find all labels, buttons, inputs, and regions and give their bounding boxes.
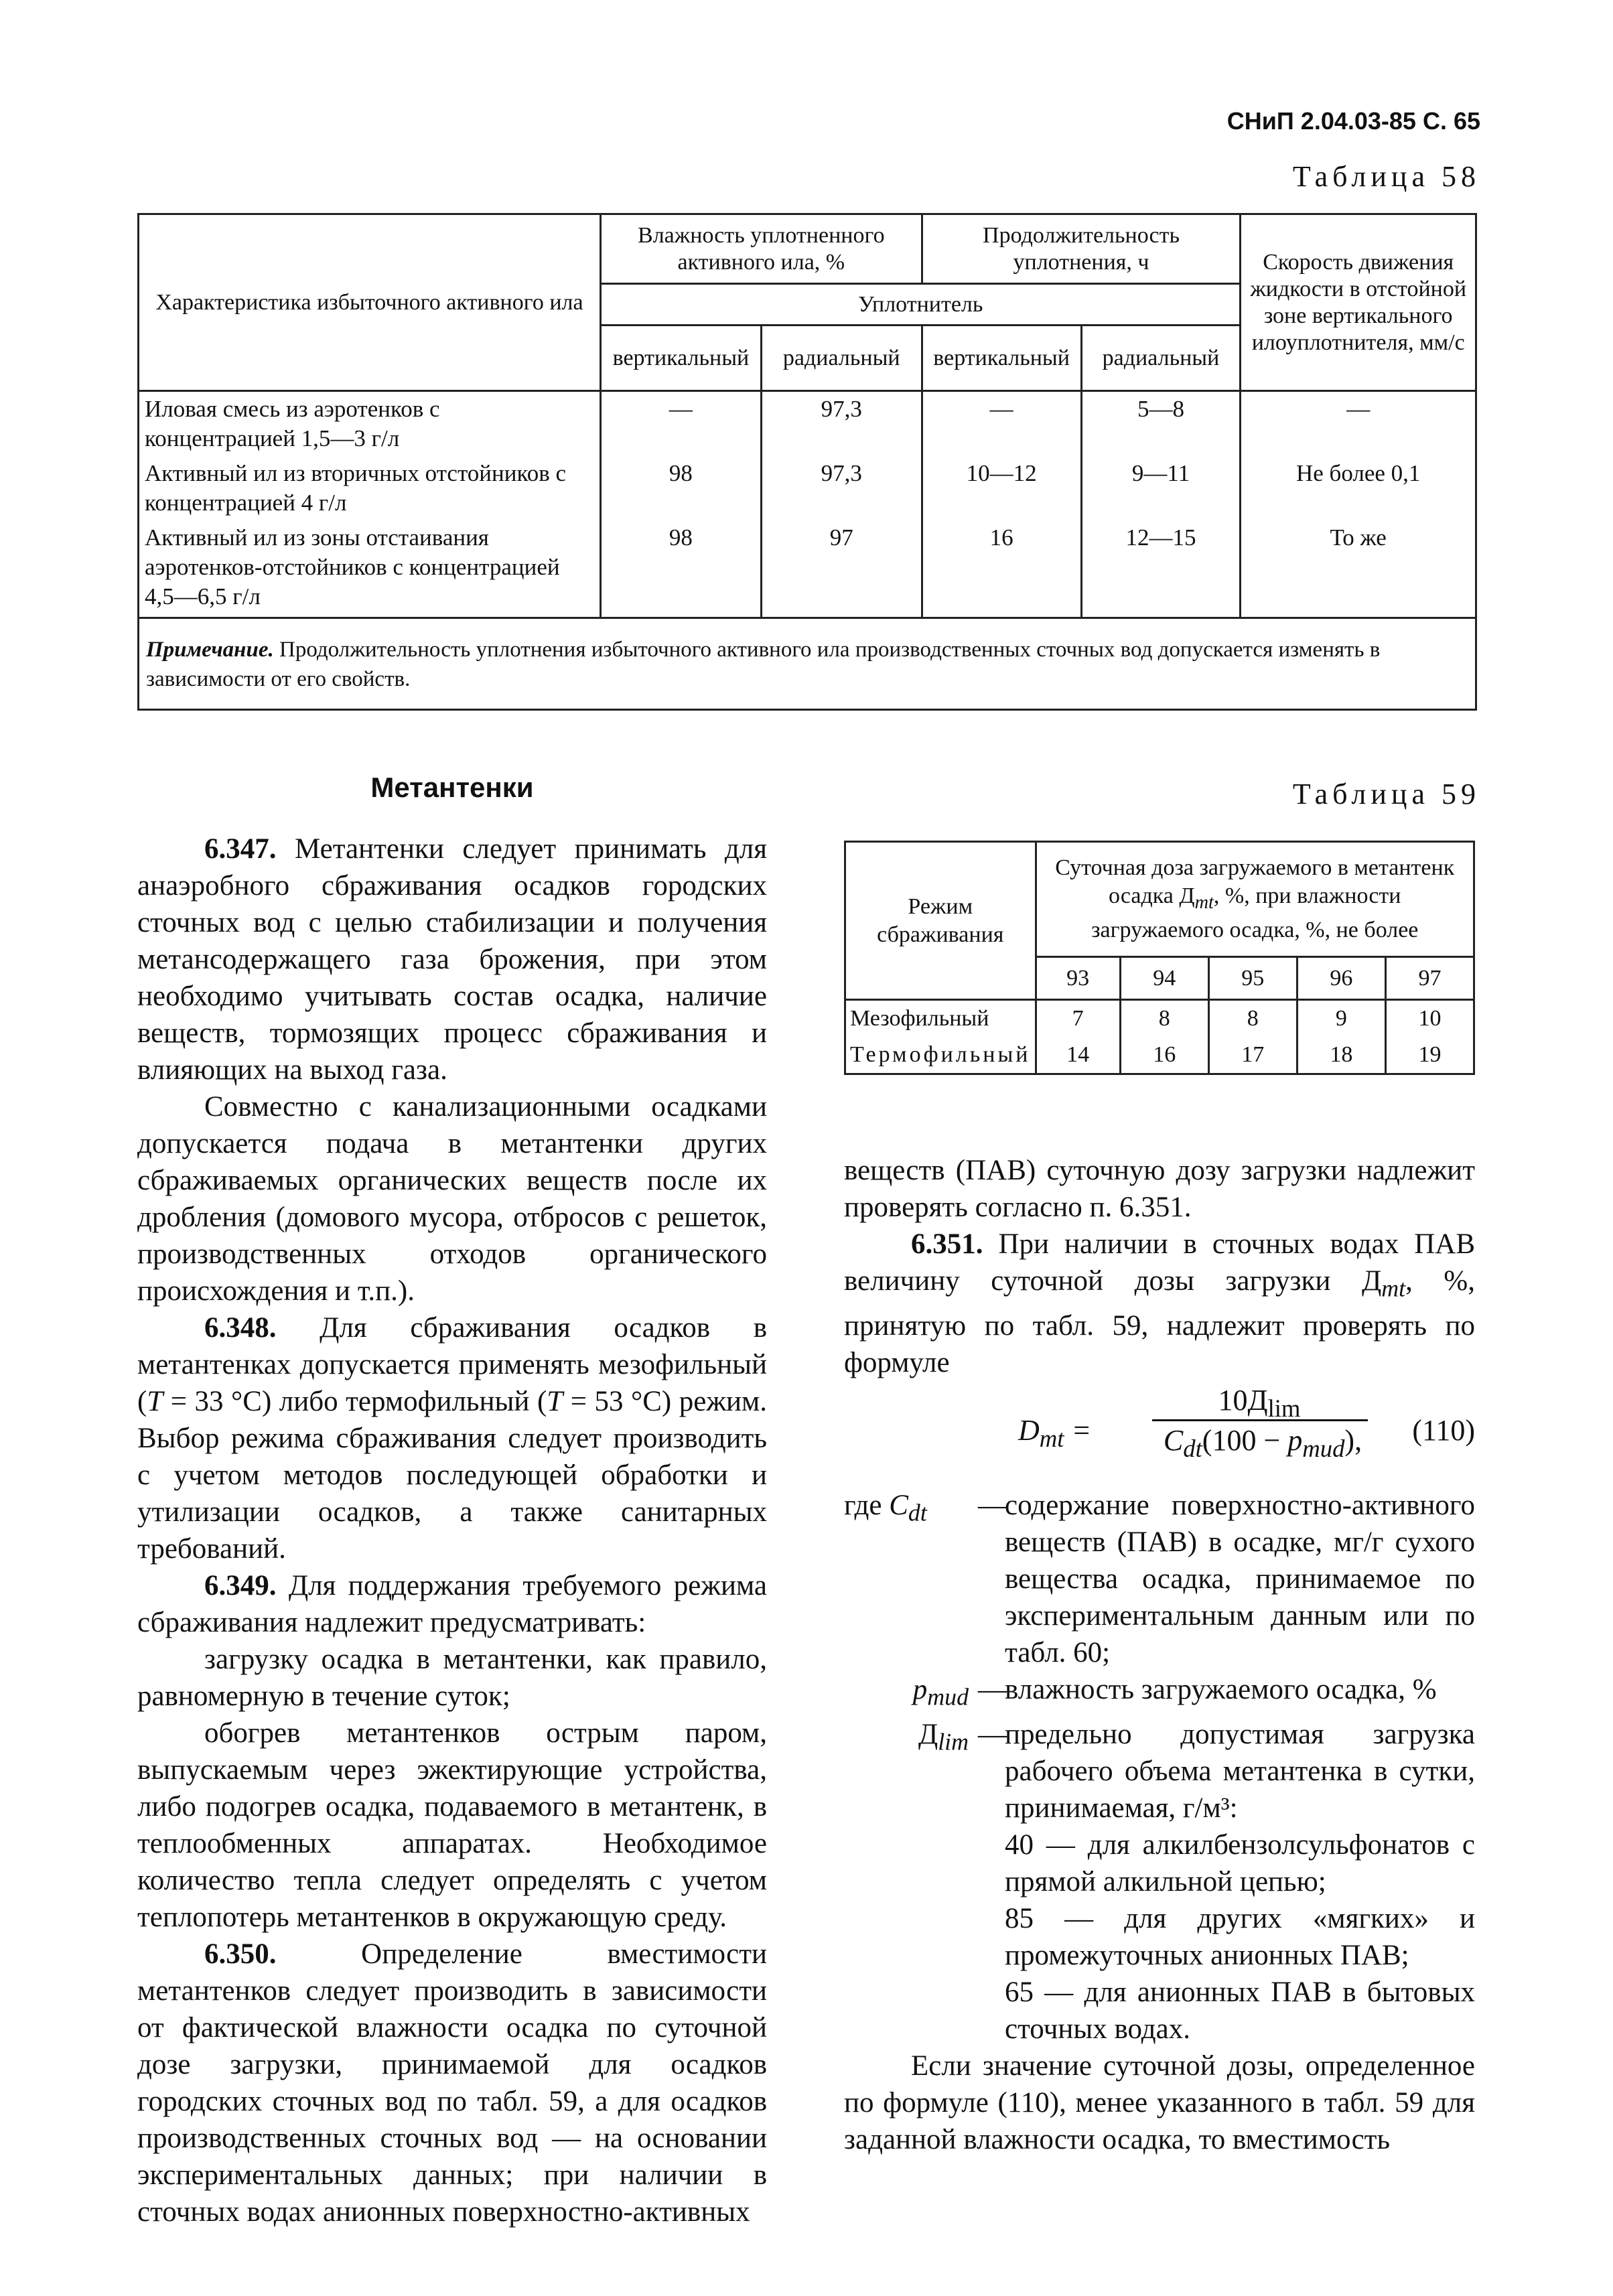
cell-value: 17 [1208,1037,1297,1074]
legend-value: 85 — для других «мягких» и промежуточных анионных ПАВ; [1005,1902,1475,1971]
cell-value: То же [1241,520,1476,618]
cell-value: 9—11 [1081,456,1241,520]
table-row [139,391,1476,457]
cell-value: 16 [922,520,1081,618]
cell-value: 98 [600,520,761,618]
page-header-reference: СНиП 2.04.03-85 С. 65 [1226,107,1480,135]
humidity-value: 96 [1297,957,1385,1000]
cell-value: 97,3 [761,391,922,457]
paragraph: Совместно с канализационными осадками допускается подача в метантенки других сбраживаемых органических веществ после их дробления (домового мусора, отбросов с решеток, производственных отходов органического происхождения и т.п.). [137,1091,767,1307]
table-row [845,1037,1474,1074]
row-name: Активный ил из вторичных отстойников с концентрацией 4 г/л [139,456,601,520]
table-58 [137,213,1477,711]
table-row [139,456,1476,520]
header-speed: Скорость движения жидкости в отстойной зоне вертикального илоуплотнителя, мм/с [1241,214,1476,391]
legend-item: $Д_{lim}$ — предельно допустимая загрузка рабочего объема метантенка в сутки, принимаемая, г/м³: [918,1718,1475,1824]
formula-lhs: $D_{mt}$ = [1018,1414,1092,1452]
cell-value: 7 [1036,1000,1120,1037]
paragraph-6-350: 6.350. Определение вместимости метантенков следует производить в зависимости от фактической влажности осадка по суточной дозе загрузки, принимаемой для осадков городских сточных вод по табл. 59, а для осадков производственных сточных вод — на основании экспериментальных данных; при наличии в сточных водах анионных поверхностно-активных [137,1938,767,2228]
table-row [845,1000,1474,1037]
cell-value: 14 [1036,1037,1120,1074]
formula-110 [844,1383,1475,1463]
fraction-bar [1152,1419,1368,1421]
section-title: Метантенки [370,772,534,803]
cell-value: 9 [1297,1000,1385,1037]
paragraph: обогрев метантенков острым паром, выпускаемым через эжектирующие устройства, либо подогрев осадка, подаваемого в метантенк, в теплообменных аппаратах. Необходимое количество тепла следует определять с учетом теплопотерь метантенков в окружающую среду. [137,1717,767,1933]
header-duration: Продолжительность уплотнения, ч [922,214,1241,284]
paragraph: загрузку осадка в метантенки, как правило, равномерную в течение суток; [137,1644,767,1712]
legend-item: где $C_{dt}$ — содержание поверхностно-активного веществ (ПАВ) в осадке, мг/г сухого вещества осадка, принимаемое по экспериментальным данным или по табл. 60; [844,1490,1475,1668]
header-vertical: вертикальный [922,326,1081,391]
cell-value: 97,3 [761,456,922,520]
header-thickener: Уплотнитель [600,284,1240,326]
header-dose: Суточная доза загружаемого в метантенк осадка $Д_{mt}$, %, при влажности загружаемого осадка, %, не более [1036,842,1474,957]
formula-numerator: $10Д_{lim}$ [1218,1384,1301,1422]
table-59 [844,841,1475,1075]
header-humidity: Влажность уплотненного активного ила, % [600,214,922,284]
paragraph-6-348: 6.348. Для сбраживания осадков в метантенках допускается применять мезофильный (T = 33 °С) либо термофильный (T = 53 °С) режим. Выбор режима сбраживания следует производить с учетом методов последующей обработки и утилизации осадков, а также санитарных требований. [137,1312,767,1565]
formula-number: (110) [1412,1414,1475,1447]
paragraph-continuation: веществ (ПАВ) суточную дозу загрузки надлежит проверять согласно п. 6.351. [844,1155,1475,1223]
note-text: Продолжительность уплотнения избыточного активного ила производственных сточных вод допускается изменять в зависимости от его свойств. [146,638,1381,691]
cell-value: 10—12 [922,456,1081,520]
cell-value: 10 [1385,1000,1474,1037]
humidity-value: 95 [1208,957,1297,1000]
note-label: Примечание. [146,638,274,662]
humidity-value: 97 [1385,957,1474,1000]
cell-value: 8 [1120,1000,1208,1037]
row-mode: Термофильный [845,1037,1036,1074]
cell-value: 97 [761,520,922,618]
cell-value: 5—8 [1081,391,1241,457]
header-mode: Режим сбраживания [845,842,1036,1000]
row-name: Иловая смесь из аэротенков с концентрацией 1,5—3 г/л [139,391,601,457]
left-column-text [137,831,767,2230]
cell-value: 12—15 [1081,520,1241,618]
cell-value: 18 [1297,1037,1385,1074]
legend-value: 65 — для анионных ПАВ в бытовых сточных водах. [1005,1976,1475,2045]
paragraph-final: Если значение суточной дозы, определенное по формуле (110), менее указанного в табл. 59 для заданной влажности осадка, то вместимость [844,2050,1475,2155]
paragraph-6-347: 6.347. Метантенки следует принимать для анаэробного сбраживания осадков городских сточных вод с целью стабилизации и получения метансодержащего газа брожения, при этом необходимо учитывать состав осадка, наличие веществ, тормозящих процесс сбраживания и влияющих на выход газа. [137,833,767,1086]
cell-value: — [1241,391,1476,457]
formula-denominator: $C_{dt}(100 - p_{mud})$, [1163,1424,1362,1462]
cell-value: Не более 0,1 [1241,456,1476,520]
header-characteristic: Характеристика избыточного активного ила [139,214,601,391]
paragraph-6-349: 6.349. Для поддержания требуемого режима сбраживания надлежит предусматривать: [137,1570,768,1638]
humidity-value: 94 [1120,957,1208,1000]
cell-value: 8 [1208,1000,1297,1037]
header-vertical: вертикальный [600,326,761,391]
table-58-note [139,618,1476,710]
row-name: Активный ил из зоны отстаивания аэротенков-отстойников с концентрацией 4,5—6,5 г/л [139,520,601,618]
cell-value: 19 [1385,1037,1474,1074]
cell-value: 98 [600,456,761,520]
cell-value: — [600,391,761,457]
legend-value: 40 — для алкилбензолсульфонатов с прямой алкильной цепью; [1005,1828,1475,1897]
cell-value: — [922,391,1081,457]
paragraph-6-351: 6.351. При наличии в сточных водах ПАВ величину суточной дозы загрузки $Д_{mt}$, %, принятую по табл. 59, надлежит проверять по формуле [844,1228,1475,1378]
formula-legend [844,1487,1475,2158]
legend-item: $p_{mud}$ — влажность загружаемого осадка, % [912,1674,1437,1711]
humidity-value: 93 [1036,957,1120,1000]
header-radial: радиальный [761,326,922,391]
table-59-caption: Таблица 59 [1292,778,1480,810]
cell-value: 16 [1120,1037,1208,1074]
row-mode: Мезофильный [845,1000,1036,1037]
header-radial: радиальный [1081,326,1241,391]
right-column-text [844,1152,1475,1381]
table-58-caption: Таблица 58 [1292,160,1480,193]
table-row [139,520,1476,618]
